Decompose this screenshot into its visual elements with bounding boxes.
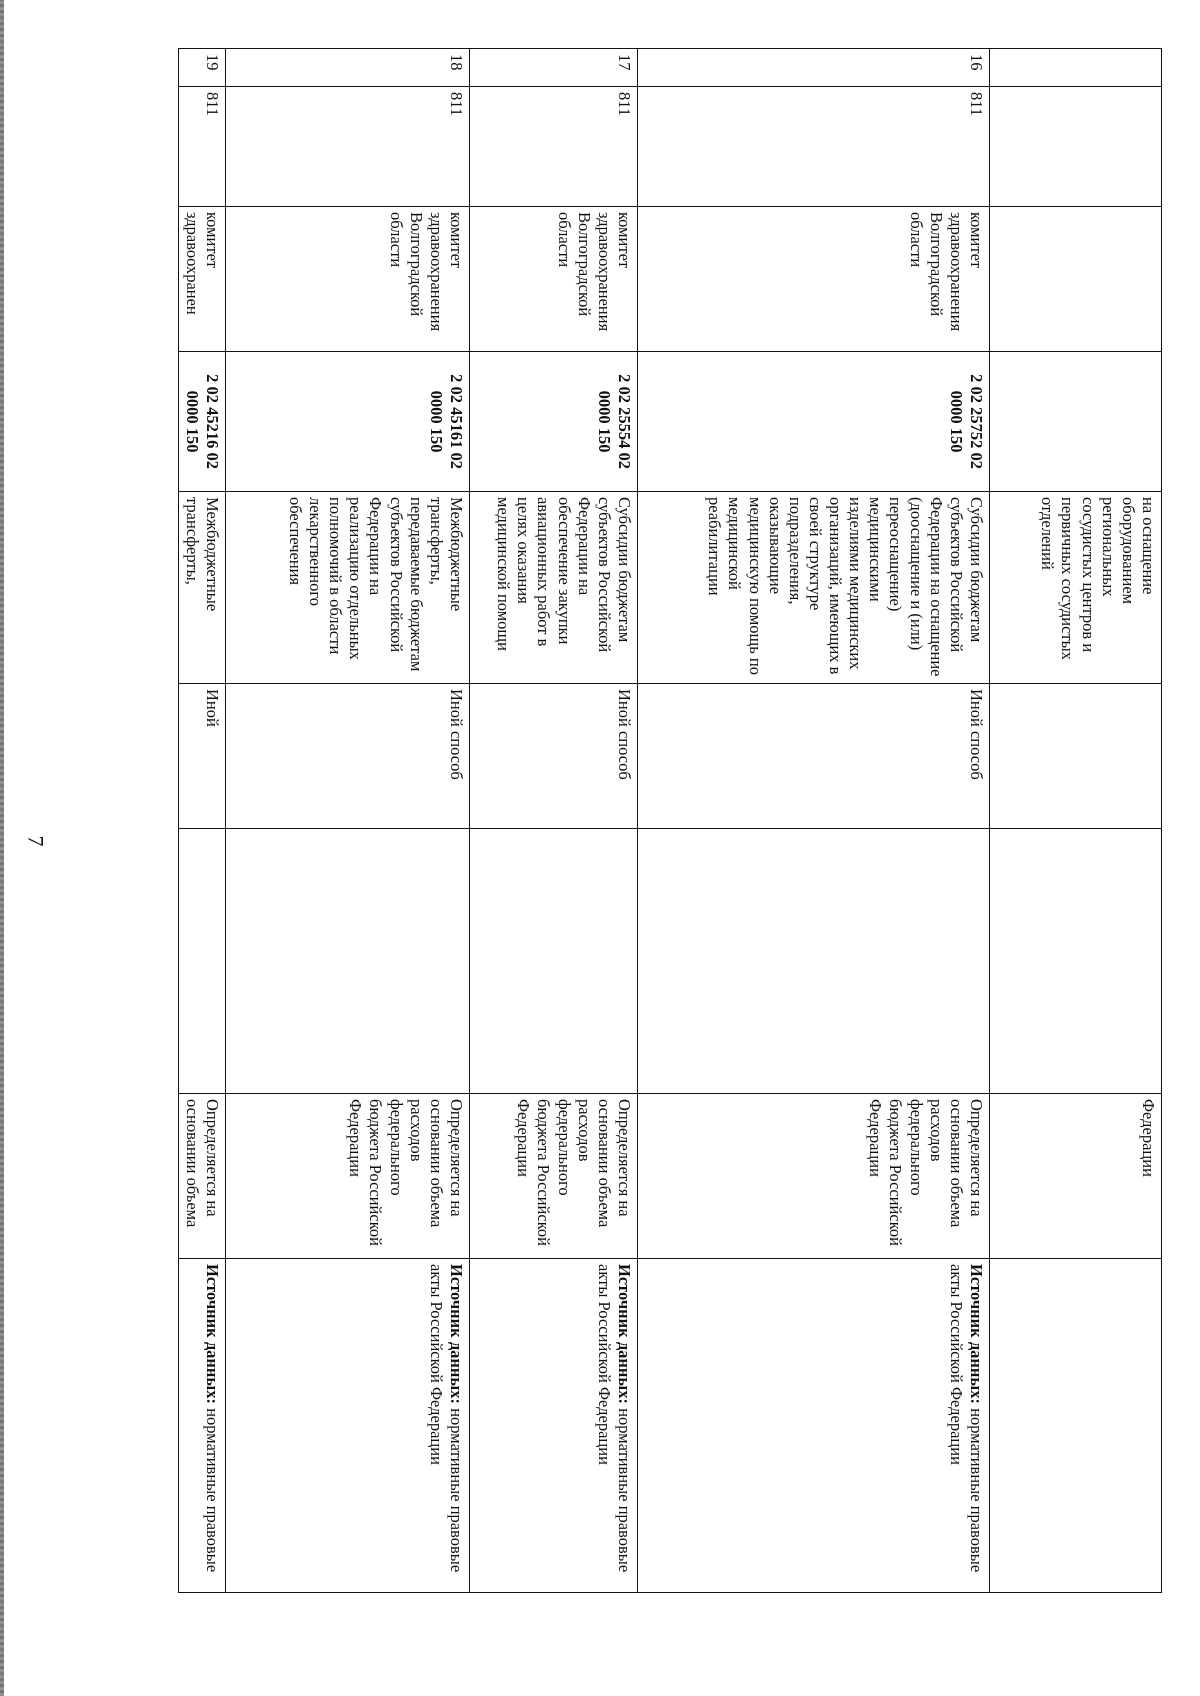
cell-calculation: Определяется на основании объема расходов федерального бюджета Российской Федерации [226,1094,470,1259]
cell-num: 18 [226,49,470,87]
cell-description: Субсидии бюджетам субъектов Российской Федерации на оснащение (дооснащение и (или) переоснащение) медицинскими изделиями медицинских организаций, имеющих в своей структуре подразделения, оказывающие медицинскую помощь по медицинской реабилитации [638,492,990,684]
source-text: нормативные правовые акты Российской Федерации [946,1264,986,1573]
cell-admin-code: 811 [638,87,990,207]
cell-forecast-method: Иной [178,684,225,829]
cell-kbk [990,352,1162,492]
cell-admin-code [990,87,1162,207]
cell-forecast-method: Иной способ [226,684,470,829]
cell-source [990,1259,1162,1593]
cell-formula [178,829,225,1094]
cell-kbk: 2 02 25554 02 0000 150 [470,352,638,492]
cell-formula [638,829,990,1094]
cell-source [178,1259,225,1593]
cell-forecast-method: Иной способ [638,684,990,829]
cell-admin-name: комитет здравоохранен [178,207,225,352]
page-number: 7 [23,835,49,847]
source-label: Источник данных: [203,1264,222,1405]
cell-admin-name: комитет здравоохранения Волгоградской области [638,207,990,352]
cell-num: 19 [178,49,225,87]
cell-kbk: 2 02 45216 02 0000 150 [178,352,225,492]
cell-kbk: 2 02 25752 02 0000 150 [638,352,990,492]
source-text: нормативные правовые акты Российской Федерации [594,1264,634,1573]
source-text: нормативные правовые [203,1408,222,1573]
revenue-forecast-table [178,48,1162,1593]
cell-source [638,1259,990,1593]
cell-admin-name: комитет здравоохранения Волгоградской области [226,207,470,352]
cell-admin-name [990,207,1162,352]
cell-formula [470,829,638,1094]
cell-num [990,49,1162,87]
cell-description: Субсидии бюджетам субъектов Российской Федерации на обеспечение закупки авиационных работ в целях оказания медицинской помощи [470,492,638,684]
cell-description: Межбюджетные трансферты, передаваемые бюджетам субъектов Российской Федерации на реализацию отдельных полномочий в области лекарственного обеспечения [226,492,470,684]
table-row [638,49,990,1593]
cell-num: 17 [470,49,638,87]
cell-forecast-method [990,684,1162,829]
cell-num: 16 [638,49,990,87]
cell-calculation: Определяется на основании объема расходов федерального бюджета Российской Федерации [638,1094,990,1259]
cell-calculation: Определяется на основании объема расходов федерального бюджета Российской Федерации [470,1094,638,1259]
cell-kbk: 2 02 45161 02 0000 150 [226,352,470,492]
cell-formula [990,829,1162,1094]
rotated-table-container [52,48,1162,1592]
cell-admin-code: 811 [178,87,225,207]
cell-admin-code: 811 [226,87,470,207]
table-row [226,49,470,1593]
table-row [178,49,225,1593]
cell-description: на оснащение оборудованием региональных сосудистых центров и первичных сосудистых отделений [990,492,1162,684]
source-label: Источник данных: [615,1264,634,1405]
cell-forecast-method: Иной способ [470,684,638,829]
cell-calculation: Определяется на основании объема [178,1094,225,1259]
cell-calculation: Федерации [990,1094,1162,1259]
source-text: нормативные правовые акты Российской Федерации [426,1264,466,1573]
table-row [470,49,638,1593]
table-row-header-continuation [990,49,1162,1593]
scan-edge [0,0,4,1696]
cell-source [470,1259,638,1593]
cell-admin-name: комитет здравоохранения Волгоградской области [470,207,638,352]
cell-formula [226,829,470,1094]
source-label: Источник данных: [447,1264,466,1405]
cell-admin-code: 811 [470,87,638,207]
cell-source [226,1259,470,1593]
source-label: Источник данных: [967,1264,986,1405]
cell-description: Межбюджетные трансферты, [178,492,225,684]
